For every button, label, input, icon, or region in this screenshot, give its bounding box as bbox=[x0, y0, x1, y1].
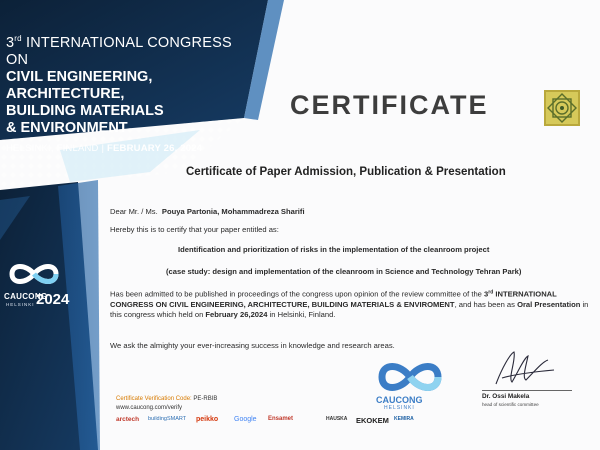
caucong-logo-left bbox=[4, 258, 70, 308]
congress-ordinal-suffix: rd bbox=[14, 34, 22, 43]
case-study-line: (case study: design and implementation of the cleanroom in Science and Technology Tehran Park) bbox=[166, 267, 522, 276]
sponsor-kemira: KEMIRA bbox=[394, 416, 414, 422]
congress-place-date bbox=[6, 140, 256, 157]
admit-ordinal: 3 bbox=[484, 289, 489, 299]
sponsor-hauska: HAUSKA bbox=[326, 416, 348, 422]
admit-presentation: Oral Presentation bbox=[517, 299, 581, 309]
caucong-logo-center bbox=[372, 357, 448, 415]
sponsor-arctech: arctech bbox=[116, 416, 140, 423]
certificate-heading: Certificate of Paper Admission, Publication & Presentation bbox=[186, 166, 506, 178]
verification-code bbox=[116, 396, 217, 402]
admit-ordinal-suffix: rd bbox=[488, 289, 494, 295]
salutation-line bbox=[110, 207, 590, 217]
logo-left-year: 2024 bbox=[36, 291, 70, 308]
congress-line-2: CIVIL ENGINEERING, ARCHITECTURE, bbox=[6, 68, 153, 102]
verification-label: Certificate Verification Code: bbox=[116, 396, 192, 402]
sponsor-buildingsmart: buildingSMART bbox=[148, 416, 187, 422]
admit-text-4: in Helsinki, Finland. bbox=[267, 309, 336, 319]
sponsor-ekokem: EKOKEM bbox=[356, 416, 389, 425]
infinity-logo-center-icon bbox=[372, 357, 448, 397]
congress-place: HELSINKI, FINLAND | bbox=[6, 142, 105, 154]
signatory-name: Dr. Ossi Makela bbox=[482, 393, 530, 400]
sponsor-ensamet: Ensamet bbox=[268, 416, 294, 422]
verification-url[interactable]: www.caucong.com/verify bbox=[116, 405, 183, 411]
authors: Pouya Partonia, Mohammadreza Sharifi bbox=[161, 207, 305, 216]
admission-paragraph bbox=[110, 287, 590, 320]
admit-congress: INTERNATIONAL CONGRESS ON CIVIL ENGINEERING, ARCHITECTURE, BUILDING MATERIALS & ENVIROMENT bbox=[110, 289, 557, 309]
signatory-role: head of scientific committee bbox=[482, 402, 539, 407]
logo-left-word: CAUCONG bbox=[4, 292, 48, 301]
salutation: Dear Mr. / Ms. bbox=[110, 207, 158, 216]
congress-line-3: BUILDING MATERIALS bbox=[6, 102, 164, 119]
paper-title: Identification and prioritization of risks in the implementation of the cleanroom project bbox=[178, 245, 490, 254]
signature-line bbox=[482, 390, 572, 391]
logo-center-word: CAUCONG bbox=[376, 395, 423, 405]
infinity-logo-icon bbox=[4, 258, 66, 290]
admit-text-3: in this congress which held on bbox=[110, 299, 589, 319]
logo-left-sub: HELSINKI bbox=[6, 302, 35, 307]
admit-date: February 26,2024 bbox=[205, 309, 268, 319]
verification-code-value: PE-RBIB bbox=[191, 396, 218, 402]
sponsor-peikko: peikko bbox=[196, 416, 219, 423]
logo-center-sub: HELSINKI bbox=[384, 405, 415, 411]
congress-title-block bbox=[6, 30, 256, 157]
congress-line-4: & ENVIRONMENT bbox=[6, 119, 128, 136]
closing-wish: We ask the almighty your ever-increasing success in knowledge and research areas. bbox=[110, 341, 395, 350]
sponsor-google: Google bbox=[234, 416, 257, 423]
congress-ordinal: 3 bbox=[6, 34, 15, 51]
signature-icon bbox=[482, 348, 562, 390]
congress-line-1-text: INTERNATIONAL CONGRESS ON bbox=[6, 34, 232, 68]
certificate-title: CERTIFICATE bbox=[290, 90, 489, 120]
holographic-seal-icon bbox=[544, 90, 580, 126]
congress-date: FEBRUARY 26, 2024 bbox=[106, 142, 203, 154]
hereby-line: Hereby this is to certify that your paper entitled as: bbox=[110, 225, 279, 234]
congress-line-1 bbox=[6, 30, 256, 69]
admit-text-1: Has been admitted to be published in proceedings of the congress upon opinion of the review committee of the bbox=[110, 289, 485, 299]
admit-text-2: , and has been as bbox=[454, 299, 518, 309]
